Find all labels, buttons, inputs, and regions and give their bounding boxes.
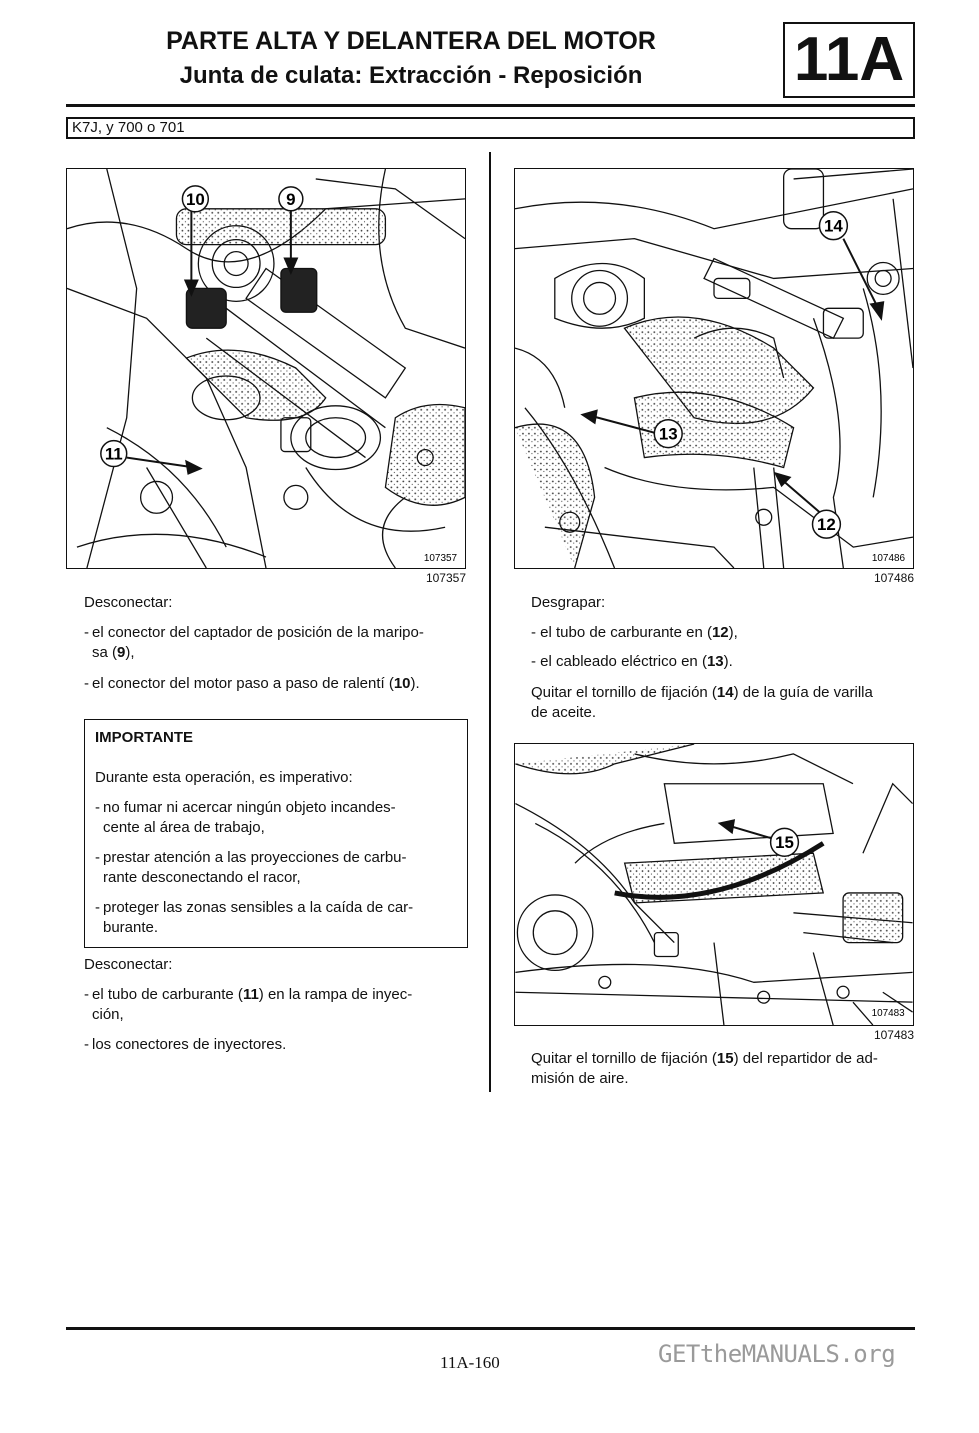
engine-top-illustration: [67, 169, 465, 568]
figure-inner-id: 107357: [423, 553, 458, 565]
figure-inner-id: 107486: [871, 553, 906, 565]
header-rule: [66, 104, 915, 107]
important-intro: Durante esta operación, es imperativo:: [95, 769, 353, 786]
paragraph-oil-guide: Quitar el tornillo de fijación (14) de la guía de varilla de aceite.: [531, 684, 873, 721]
list-item: - el tubo de carburante en (12),: [531, 624, 738, 641]
list-item: - el cableado eléctrico en (13).: [531, 653, 733, 670]
air-distributor-illustration: [515, 744, 913, 1025]
left-intro: Desconectar:: [84, 594, 173, 611]
footer-rule: [66, 1327, 915, 1330]
callout-10: 10: [185, 189, 205, 209]
ref-number: 10: [393, 675, 411, 692]
list-item: - prestar atención a las proyecciones de carbu- rante desconectando el racor,: [95, 849, 407, 886]
list-item: - el tubo de carburante (11) en la rampa de inyec- ción,: [84, 986, 413, 1023]
paragraph-air-distributor: Quitar el tornillo de fijación (15) del repartidor de ad- misión de aire.: [531, 1050, 878, 1087]
callout-15: 15: [775, 833, 794, 853]
figure-intake-manifold: [514, 168, 914, 569]
figure-id-107486: 107486: [873, 571, 914, 585]
ref-number: 9: [117, 644, 126, 661]
left-intro-2: Desconectar:: [84, 956, 173, 973]
page-title: PARTE ALTA Y DELANTERA DEL MOTOR: [166, 27, 656, 55]
ref-number: 13: [706, 653, 724, 670]
callout-11: 11: [104, 444, 123, 464]
ref-number: 14: [716, 684, 734, 701]
section-code: 11A: [783, 22, 915, 98]
callout-12: 12: [817, 515, 836, 535]
list-item: - no fumar ni acercar ningún objeto incandes- cente al área de trabajo,: [95, 799, 396, 836]
list-item: - el conector del motor paso a paso de ralentí (10).: [84, 675, 420, 692]
figure-inner-id: 107483: [871, 1008, 905, 1020]
ref-number: 15: [716, 1050, 734, 1067]
model-label: K7J, y 700 o 701: [66, 117, 915, 139]
right-intro: Desgrapar:: [531, 594, 606, 611]
ref-number: 11: [242, 986, 259, 1003]
item-line: el conector del captador de posición de la maripo-: [92, 624, 424, 641]
callout-14: 14: [823, 216, 843, 236]
list-item: - el conector del captador de posición de la maripo- sa (9),: [84, 624, 424, 661]
watermark-logo: GETtheMANUALS.org: [658, 1340, 896, 1368]
header-titles: [66, 24, 756, 94]
figure-id-107357: 107357: [425, 571, 466, 585]
figure-engine-top: [66, 168, 466, 569]
column-divider: [489, 152, 491, 1092]
list-item: - proteger las zonas sensibles a la caída de car- burante.: [95, 899, 414, 936]
callout-13: 13: [658, 424, 678, 444]
list-item: - los conectores de inyectores.: [84, 1036, 287, 1053]
important-box: [84, 719, 468, 948]
ref-number: 12: [711, 624, 729, 641]
item-line: sa (: [92, 644, 118, 661]
figure-id-107483: 107483: [873, 1028, 914, 1042]
callout-9: 9: [286, 189, 296, 209]
important-title: IMPORTANTE: [95, 729, 194, 746]
figure-air-distributor: [514, 743, 914, 1026]
intake-manifold-illustration: [515, 169, 913, 568]
page-subtitle: Junta de culata: Extracción - Reposición: [179, 62, 643, 89]
page-number: 11A-160: [440, 1353, 500, 1372]
